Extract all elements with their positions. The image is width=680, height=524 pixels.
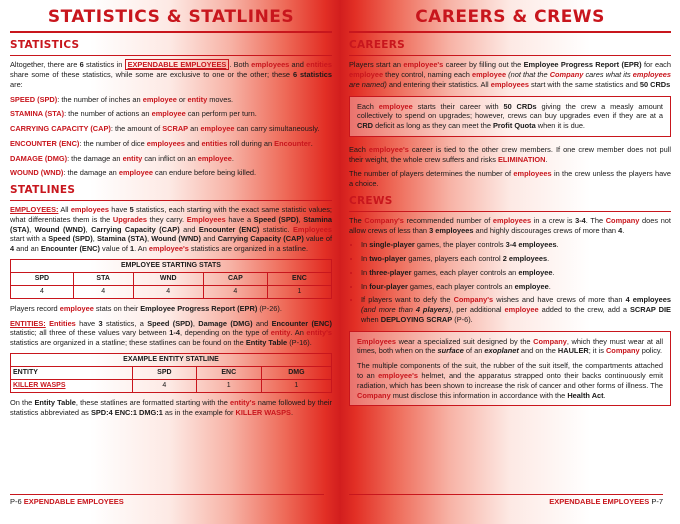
- text: an: [188, 124, 201, 134]
- text: .: [603, 390, 606, 400]
- text: 3-4: [575, 215, 586, 225]
- text: three-player: [369, 267, 412, 277]
- text: Damage (DMG): [198, 318, 253, 328]
- text: 4 players: [415, 305, 449, 315]
- text: In: [361, 254, 370, 264]
- text: 5: [129, 205, 134, 215]
- text: have: [109, 205, 130, 215]
- list-item: [361, 254, 671, 264]
- column-header: SPD: [132, 366, 196, 379]
- text: giving the crew a measly amount collectively to spend on upgrades; however, crews can buy upgrades even if they are at a: [357, 101, 663, 121]
- section-divider: [10, 55, 332, 56]
- text: 1-4: [169, 328, 180, 338]
- text: 50 CRDs: [639, 79, 671, 89]
- keyword: employee: [200, 124, 235, 134]
- table-header-row: [11, 366, 332, 379]
- text: can carry simultaneously.: [234, 124, 320, 134]
- text: can inflict on an: [142, 153, 198, 163]
- keyword: Company: [605, 346, 640, 356]
- text: ; it is: [588, 346, 606, 356]
- text: 4 employees: [625, 295, 671, 305]
- text: statistic.: [259, 224, 293, 234]
- text: ,: [147, 234, 152, 244]
- keyword: Employees: [186, 214, 226, 224]
- keyword: employees: [513, 169, 552, 179]
- page-title: CAREERS & CREWS: [415, 7, 605, 27]
- text: Wound (WND): [151, 234, 201, 244]
- statline-format-para: [10, 398, 332, 418]
- text: Entity Table: [34, 397, 76, 407]
- page-title: STATISTICS & STATLINES: [47, 7, 295, 27]
- careers-crew-para: [349, 145, 671, 165]
- text: ,: [298, 214, 304, 224]
- text: 50 CRDs: [503, 101, 537, 111]
- text: ): [448, 305, 452, 315]
- footer-divider: [10, 494, 324, 495]
- keyword: ELIMINATION: [497, 154, 546, 164]
- stat-term: STAMINA (STA): [10, 109, 65, 119]
- column-header: SPD: [11, 272, 74, 285]
- text: .: [290, 407, 294, 417]
- keyword: employee's: [403, 60, 444, 70]
- game-title-tag: EXPENDABLE EMPLOYEES: [125, 59, 230, 70]
- keyword: employee: [142, 94, 177, 104]
- employee-starting-stats-table: [10, 259, 332, 299]
- text: statistics in: [83, 60, 125, 70]
- text: 1: [129, 244, 135, 254]
- entities-statline-para: [10, 319, 332, 348]
- text: .: [556, 240, 559, 250]
- text: (P-16).: [287, 338, 312, 348]
- page-number: P-7: [651, 497, 663, 506]
- text: ,: [85, 224, 92, 234]
- text: as in the example for: [162, 407, 236, 417]
- text: games, each player controls an: [407, 281, 515, 291]
- text: have: [75, 318, 99, 328]
- table-cell: 1: [267, 285, 331, 298]
- keyword: Company's: [364, 215, 404, 225]
- text: statistics, a: [102, 318, 148, 328]
- text: HAULER: [557, 346, 589, 356]
- keyword: entities: [306, 60, 332, 70]
- text: Entity Table: [245, 338, 288, 348]
- text: : the number of dice: [79, 138, 147, 148]
- text: In: [361, 267, 370, 277]
- text: SPD:4 ENC:1 DMG:1: [90, 407, 163, 417]
- table-caption-row: [11, 353, 332, 366]
- text: The number of players determines the number of: [349, 169, 514, 179]
- text: (and more than: [361, 305, 416, 315]
- stat-term: ENCOUNTER (ENC): [10, 138, 80, 148]
- table-caption: EMPLOYEE STARTING STATS: [11, 259, 332, 272]
- keyword: Upgrades: [112, 214, 147, 224]
- text: Altogether, there are: [10, 60, 80, 70]
- record-stats-para: [10, 304, 332, 314]
- stat-item-stamina: [10, 109, 332, 119]
- keyword: employee: [59, 303, 94, 313]
- starting-credits-callout: [349, 96, 671, 137]
- text: when: [361, 314, 381, 324]
- text: .: [310, 138, 313, 148]
- list-item: [361, 282, 671, 292]
- table-header-row: [11, 272, 332, 285]
- keyword: Encounter: [274, 138, 311, 148]
- text: CRD: [357, 121, 374, 131]
- text: : the number of actions an: [64, 109, 152, 119]
- text: Encounter (ENC): [40, 244, 100, 254]
- callout-text: [357, 102, 663, 131]
- text: single-player: [369, 240, 415, 250]
- statistics-intro: [10, 60, 332, 89]
- column-header: DMG: [261, 366, 331, 379]
- stat-item-wound: [10, 168, 332, 178]
- text: statistics are organized in a statline.: [188, 244, 309, 254]
- text: name followed by their statistics abbreviated as: [10, 397, 332, 417]
- stat-item-encounter: [10, 139, 332, 149]
- employees-statline-para: [10, 205, 332, 254]
- text: or: [176, 94, 188, 104]
- column-header: ENC: [267, 272, 331, 285]
- text: does not allow crews of less than: [349, 215, 671, 235]
- footer-label: EXPENDABLE EMPLOYEES: [23, 497, 124, 506]
- keyword: employees: [492, 215, 532, 225]
- text: .: [547, 254, 550, 264]
- text: ,: [92, 234, 97, 244]
- page-footer-left: [10, 497, 124, 507]
- text: of an: [463, 346, 485, 356]
- text: The: [349, 215, 365, 225]
- text: Employee Progress Report (EPR): [523, 60, 642, 70]
- page-footer-right: [549, 497, 663, 507]
- text: they carry.: [146, 214, 187, 224]
- text: Carrying Capacity (CAP): [91, 224, 180, 234]
- text: can perform per turn.: [185, 109, 257, 119]
- text: : the damage an: [63, 168, 119, 178]
- text: added to the crew, add a: [538, 305, 630, 315]
- title-divider: [10, 31, 332, 33]
- keyword: employees: [632, 70, 671, 80]
- section-heading-careers: CAREERS: [349, 39, 406, 52]
- text: employee: [518, 267, 553, 277]
- stat-term: DAMAGE (DMG): [10, 153, 68, 163]
- stat-term: WOUND (WND): [10, 168, 64, 178]
- text: (P-6).: [452, 314, 473, 324]
- text: and: [252, 318, 272, 328]
- column-header: STA: [73, 272, 133, 285]
- table-row: [11, 379, 332, 392]
- text: In: [361, 240, 370, 250]
- text: All: [58, 205, 71, 215]
- suit-callout: [349, 331, 671, 407]
- text: Stamina (STA): [10, 214, 333, 234]
- text: start with the same statistics and: [528, 79, 640, 89]
- table-cell: 1: [261, 379, 331, 392]
- text: , these statlines are formatted starting with the: [75, 397, 230, 407]
- text: . The: [585, 215, 606, 225]
- text: DEPLOYING SCRAP: [380, 314, 453, 324]
- keyword: SCRAP: [162, 124, 189, 134]
- stat-item-speed: [10, 95, 332, 105]
- keyword: entity: [270, 328, 291, 338]
- keyword: Company: [357, 390, 391, 400]
- keyword: employees: [146, 138, 185, 148]
- crew-size-list: [349, 240, 671, 324]
- text: Encounter (ENC): [198, 224, 260, 234]
- text: wear a specialized suit designed by the: [396, 336, 534, 346]
- keyword: entities: [201, 138, 228, 148]
- text: helmet, and the apparatus strapped onto their backs continuously emit radiation, which has been shown to increase the risk of cancer and other forms of illness. The: [357, 371, 663, 390]
- callout-text: [357, 337, 663, 357]
- text: Wound (WND): [34, 224, 86, 234]
- table-cell: 1: [196, 379, 261, 392]
- crews-intro: [349, 216, 671, 236]
- keyword: Company: [605, 215, 640, 225]
- text: career by filling out the: [443, 60, 524, 70]
- text: value of: [99, 244, 130, 254]
- text: Speed (SPD): [48, 234, 93, 244]
- text: Each: [357, 101, 379, 111]
- text: Carrying Capacity (CAP): [217, 234, 304, 244]
- text: 4: [618, 225, 623, 235]
- text: games, the player controls: [414, 240, 506, 250]
- page-number: P-6: [10, 497, 22, 506]
- text: moves.: [207, 94, 234, 104]
- text: surface: [437, 346, 464, 356]
- text: and on the: [518, 346, 558, 356]
- keyword: employees: [490, 79, 529, 89]
- table-cell: 4: [133, 285, 203, 298]
- text: statistics are organized in a statline; these statlines can be found on the: [10, 338, 246, 348]
- keyword: employee: [151, 109, 186, 119]
- text: and an: [14, 244, 41, 254]
- text: and: [200, 234, 218, 244]
- text: policy.: [639, 346, 663, 356]
- text: recommended number of: [403, 215, 493, 225]
- text: Players record: [10, 303, 60, 313]
- text: wishes and have crews of more than: [493, 295, 626, 305]
- keyword: employee: [197, 153, 232, 163]
- right-page: [349, 0, 671, 524]
- text: stats on their: [93, 303, 141, 313]
- keyword: entity's: [229, 397, 256, 407]
- text: games, each player controls an: [411, 267, 519, 277]
- keyword: employee's: [378, 371, 419, 380]
- keyword: employee: [504, 305, 539, 315]
- text: 2 employees: [502, 254, 548, 264]
- text: Each: [349, 144, 369, 154]
- text: 6 statistics: [292, 70, 332, 80]
- text: On the: [10, 397, 35, 407]
- stat-term: SPEED (SPD): [10, 94, 58, 104]
- text: roll during an: [227, 138, 275, 148]
- text: Profit Quota: [492, 121, 536, 131]
- text: .: [231, 153, 234, 163]
- text: when it is due.: [535, 121, 585, 131]
- text: Health Act: [567, 390, 604, 400]
- keyword: employees: [70, 205, 110, 215]
- keyword: Company's: [453, 295, 494, 305]
- footer-divider: [349, 494, 663, 495]
- stat-item-damage: [10, 154, 332, 164]
- title-divider: [349, 31, 671, 33]
- keyword: employees: [251, 60, 290, 70]
- text: .: [545, 154, 548, 164]
- keyword: employee: [471, 70, 507, 80]
- text: have a: [225, 214, 254, 224]
- keyword: Employees: [292, 224, 333, 234]
- list-item: [361, 295, 671, 324]
- section-heading-statlines: STATLINES: [10, 184, 76, 197]
- section-divider: [349, 211, 671, 212]
- section-divider: [349, 55, 671, 56]
- table-cell: KILLER WASPS: [11, 379, 133, 392]
- text: deficit as long as they can meet the: [373, 121, 493, 131]
- text: and highly discourages crews of more than: [473, 225, 619, 235]
- text: in the crew unless the players have a choice.: [349, 169, 671, 189]
- text: and: [289, 60, 307, 70]
- section-heading-statistics: STATISTICS: [10, 39, 80, 52]
- text: 4: [10, 244, 15, 254]
- text: value of: [303, 234, 333, 244]
- text: they control, naming each: [383, 70, 472, 80]
- text: The multiple components of the suit, the rubber of the suit itself, the compartments attached to an: [357, 361, 663, 380]
- text: : the number of inches an: [57, 94, 143, 104]
- left-page: [10, 0, 332, 524]
- text: in a crew is: [531, 215, 576, 225]
- text: Employee Progress Report (EPR): [140, 303, 258, 313]
- text: are:: [10, 79, 23, 89]
- text: cares what its: [583, 70, 633, 80]
- text: , depending on the type of: [179, 328, 271, 338]
- table-cell: 4: [132, 379, 196, 392]
- text: .: [622, 225, 625, 235]
- column-header: WND: [133, 272, 203, 285]
- text: , which they must wear at all times, both when on the: [357, 336, 663, 356]
- careers-players-para: [349, 169, 671, 189]
- text: . An: [290, 328, 307, 338]
- table-cell: 4: [203, 285, 267, 298]
- text: .: [548, 281, 551, 291]
- text: games, players each control: [406, 254, 503, 264]
- careers-intro: [349, 60, 671, 89]
- keyword: Entities: [49, 318, 76, 328]
- stat-term: CARRYING CAPACITY (CAP): [10, 124, 111, 134]
- text: : the amount of: [110, 124, 163, 134]
- keyword: employee's: [148, 244, 189, 254]
- stat-item-capacity: [10, 124, 332, 134]
- text: . Both: [229, 60, 252, 70]
- keyword: employee: [349, 70, 384, 80]
- column-header: ENC: [196, 366, 261, 379]
- keyword: entity's: [306, 328, 333, 338]
- example-entity-statline-table: [10, 353, 332, 393]
- column-header: ENTITY: [11, 366, 133, 379]
- section-heading-crews: CREWS: [349, 194, 393, 207]
- keyword: entity: [122, 153, 143, 163]
- table-caption-row: [11, 259, 332, 272]
- keyword: Company: [549, 70, 584, 80]
- text: 3: [98, 318, 103, 328]
- text: In: [361, 281, 370, 291]
- text: Speed (SPD): [253, 214, 299, 224]
- keyword: Employees: [357, 336, 397, 346]
- text: starts their career with: [412, 101, 504, 111]
- text: and entering their statistics. All: [386, 79, 491, 89]
- text: .: [552, 267, 555, 277]
- text: ,: [192, 318, 199, 328]
- text: are named): [349, 79, 387, 89]
- text: SCRAP DIE: [629, 305, 671, 315]
- keyword: KILLER WASPS: [235, 407, 291, 417]
- table-row: [11, 285, 332, 298]
- text: Players start an: [349, 60, 404, 70]
- footer-label: EXPENDABLE EMPLOYEES: [549, 497, 650, 506]
- text: Encounter (ENC): [271, 318, 332, 328]
- para-lead: EMPLOYEES:: [10, 205, 59, 215]
- keyword: employee's: [368, 144, 409, 154]
- callout-text: [357, 361, 663, 400]
- keyword: Company: [533, 336, 567, 346]
- text: 3 employees: [429, 225, 474, 235]
- text: and: [184, 138, 202, 148]
- text: . An: [134, 244, 149, 254]
- text: four-player: [369, 281, 408, 291]
- keyword: employee: [378, 101, 413, 111]
- table-cell: 4: [73, 285, 133, 298]
- text: 3-4 employees: [505, 240, 557, 250]
- text: (P-26).: [257, 303, 282, 313]
- list-item: [361, 268, 671, 278]
- text: statistics, each starting with the exact same statistic values; what differentiates them is the: [10, 205, 332, 224]
- section-divider: [10, 200, 332, 201]
- text: If players want to defy the: [361, 295, 454, 305]
- keyword: entity: [187, 94, 208, 104]
- column-header: CAP: [203, 272, 267, 285]
- text: can endure before being killed.: [152, 168, 257, 178]
- text: : the damage an: [67, 153, 123, 163]
- text: for each: [641, 60, 671, 70]
- text: two-player: [369, 254, 407, 264]
- text: start with a: [10, 234, 49, 244]
- list-item: [361, 240, 671, 250]
- table-cell: 4: [11, 285, 74, 298]
- text: and: [179, 224, 199, 234]
- text: , per additional: [451, 305, 505, 315]
- text: Speed (SPD): [147, 318, 193, 328]
- text: share some of these statistics, while some are exclusive to one or the other; these: [10, 70, 293, 80]
- text: statistic; all three of these values vary between: [10, 328, 170, 338]
- text: (not that the: [508, 70, 550, 80]
- keyword: employee: [118, 168, 153, 178]
- text: career is tied to the other crew members. If one crew member does not pull their weight, the whole crew suffers and risks: [349, 144, 671, 164]
- text: Stamina (STA): [96, 234, 148, 244]
- table-caption: EXAMPLE ENTITY STATLINE: [11, 353, 332, 366]
- text: must disclose this information in accordance with the: [390, 390, 568, 400]
- text: 6: [79, 60, 84, 70]
- para-lead: ENTITIES:: [10, 318, 46, 328]
- text: ,: [29, 224, 35, 234]
- text: employee: [514, 281, 549, 291]
- text: exoplanet: [484, 346, 519, 356]
